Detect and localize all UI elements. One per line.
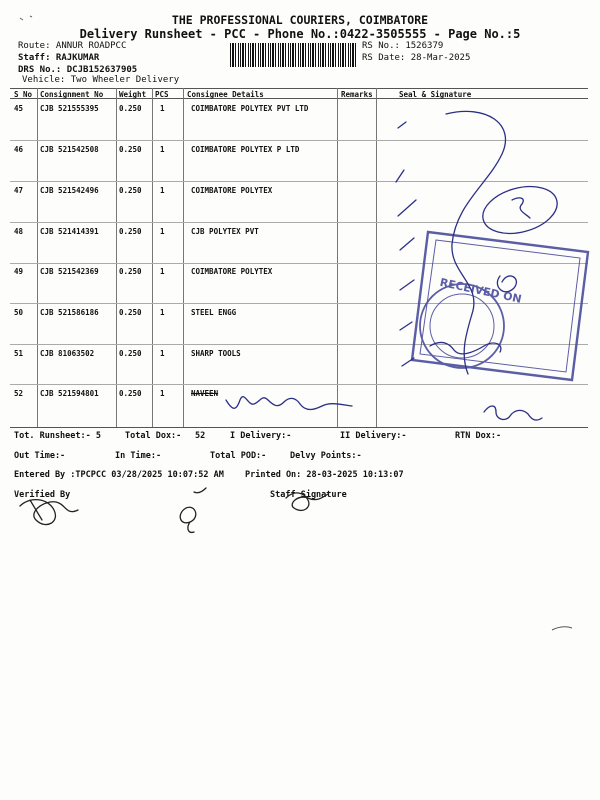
total-runsheet: Tot. Runsheet:- 5	[14, 431, 101, 441]
received-stamp	[412, 232, 588, 380]
cell-consignment: CJB 521586186	[40, 308, 99, 317]
stray-mark	[20, 16, 32, 20]
cell-consignee: COIMBATORE POLYTEX	[191, 186, 273, 195]
rs-number: RS No.: 1526379	[362, 41, 444, 51]
staff-signature-label: Staff Signature	[270, 490, 347, 500]
cell-sno: 52	[14, 389, 24, 398]
cell-pcs: 1	[160, 308, 165, 317]
ii-delivery: II Delivery:-	[340, 431, 407, 441]
col-header-sno: S No	[14, 90, 33, 99]
company-title: THE PROFESSIONAL COURIERS, COIMBATORE	[171, 13, 429, 27]
cell-sno: 45	[14, 104, 24, 113]
staff-signature	[180, 488, 328, 532]
in-time: In Time:-	[115, 451, 162, 461]
drs-number: DRS No.: DCJB152637905	[18, 65, 138, 75]
cell-pcs: 1	[160, 349, 165, 358]
col-header-consignee: Consignee Details	[187, 90, 264, 99]
cell-consignee: COIMBATORE POLYTEX P LTD	[191, 145, 300, 154]
cell-sno: 51	[14, 349, 24, 358]
rtn-dox: RTN Dox:-	[455, 431, 502, 441]
cell-weight: 0.250	[119, 186, 142, 195]
cell-weight: 0.250	[119, 104, 142, 113]
cell-sno: 46	[14, 145, 24, 154]
total-dox-value: 52	[195, 431, 206, 441]
cell-consignee: COIMBATORE POLYTEX PVT LTD	[191, 104, 309, 113]
cell-pcs: 1	[160, 145, 165, 154]
col-header-consignment: Consignment No	[40, 90, 104, 99]
stray-mark	[552, 627, 572, 630]
i-delivery: I Delivery:-	[230, 431, 292, 441]
cell-pcs: 1	[160, 389, 165, 398]
col-header-remarks: Remarks	[341, 90, 373, 99]
verified-signature	[20, 500, 78, 525]
cell-pcs: 1	[160, 267, 165, 276]
vehicle-text: Vehicle: Two Wheeler Delivery	[22, 75, 180, 85]
cell-sno: 47	[14, 186, 24, 195]
stamp-received-text: RECEIVED ON	[438, 275, 523, 306]
cell-weight: 0.250	[119, 349, 142, 358]
entered-by: Entered By :TPCPCC 03/28/2025 10:07:52 AM	[14, 470, 224, 480]
col-header-pcs: PCS	[155, 90, 169, 99]
rs-date: RS Date: 28-Mar-2025	[362, 53, 471, 63]
cell-weight: 0.250	[119, 227, 142, 236]
cell-consignment: CJB 521594801	[40, 389, 99, 398]
cell-consignee: SHARP TOOLS	[191, 349, 241, 358]
cell-consignment: CJB 521542496	[40, 186, 99, 195]
cell-weight: 0.250	[119, 267, 142, 276]
route-text: Route: ANNUR ROADPCC	[18, 41, 127, 51]
cell-sno: 49	[14, 267, 24, 276]
cell-consignee: STEEL ENGG	[191, 308, 237, 317]
cell-weight: 0.250	[119, 389, 142, 398]
cell-weight: 0.250	[119, 308, 142, 317]
cell-consignment: CJB 521414391	[40, 227, 99, 236]
col-header-weight: Weight	[119, 90, 147, 99]
cell-weight: 0.250	[119, 145, 142, 154]
total-pod: Total POD:-	[210, 451, 267, 461]
cell-consignment: CJB 521555395	[40, 104, 99, 113]
cell-consignment: CJB 521542369	[40, 267, 99, 276]
cell-sno: 48	[14, 227, 24, 236]
cell-consignee: NAVEEN	[191, 389, 219, 398]
cell-pcs: 1	[160, 186, 165, 195]
cell-consignee: CJB POLYTEX PVT	[191, 227, 259, 236]
staff-text: Staff: RAJKUMAR	[18, 53, 100, 63]
cell-consignment: CJB 521542508	[40, 145, 99, 154]
printed-on: Printed On: 28-03-2025 10:13:07	[245, 470, 404, 480]
runsheet-subtitle: Delivery Runsheet - PCC - Phone No.:0422-3505555 - Page No.:5	[79, 27, 521, 41]
cell-consignee: COIMBATORE POLYTEX	[191, 267, 273, 276]
cell-consignment: CJB 81063502	[40, 349, 95, 358]
cell-pcs: 1	[160, 227, 165, 236]
verified-by-label: Verified By	[14, 490, 71, 500]
col-header-seal: Seal & Signature	[399, 90, 472, 99]
handwritten-scrawl	[226, 111, 562, 420]
total-dox-label: Total Dox:-	[125, 431, 182, 441]
delvy-points: Delvy Points:-	[290, 451, 362, 461]
cell-pcs: 1	[160, 104, 165, 113]
cell-sno: 50	[14, 308, 24, 317]
out-time: Out Time:-	[14, 451, 66, 461]
